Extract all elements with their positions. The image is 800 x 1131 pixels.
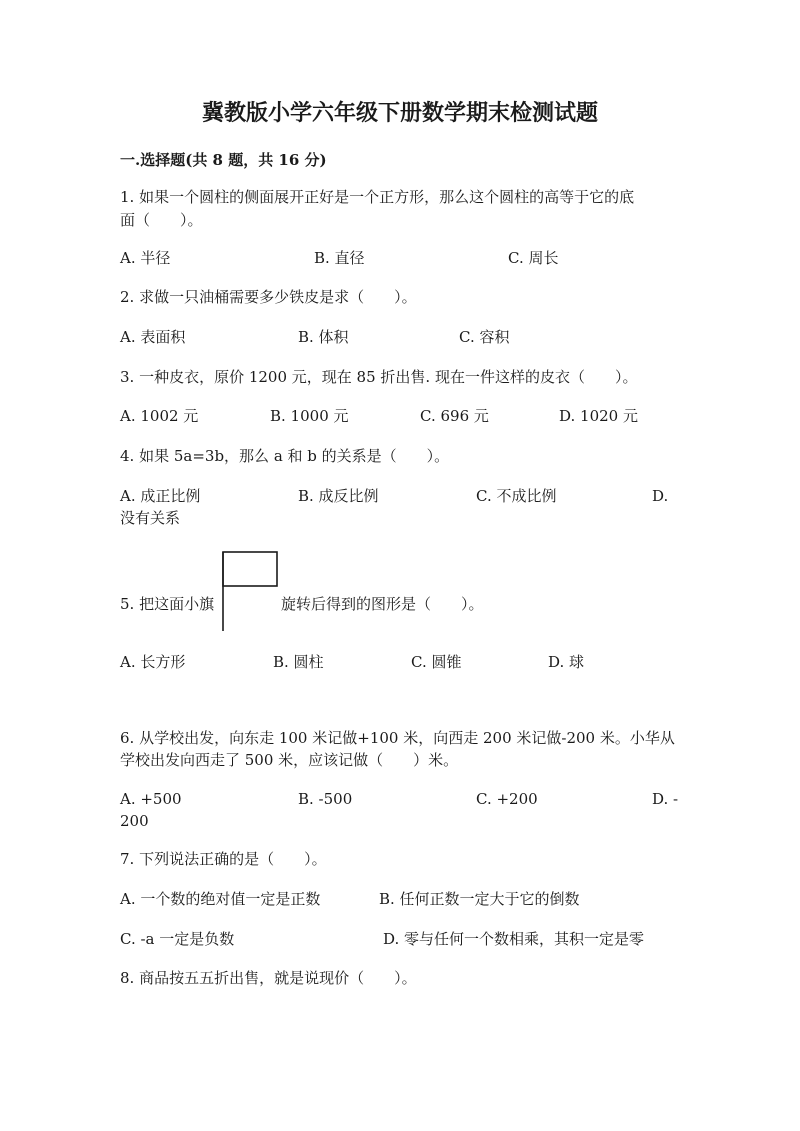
question-4-option-a: A. 成正比例: [120, 487, 201, 505]
page-title: 冀教版小学六年级下册数学期末检测试题: [201, 100, 598, 126]
question-7-option-c: C. -a 一定是负数: [120, 930, 235, 948]
question-1-option-a: A. 半径: [120, 249, 171, 267]
question-7-stem: 7. 下列说法正确的是（ ）。: [120, 850, 327, 868]
flag-cloth: [223, 552, 277, 586]
question-5-option-c: C. 圆锥: [411, 653, 462, 671]
question-4-stem: 4. 如果 5a=3b，那么 a 和 b 的关系是（ ）。: [120, 447, 450, 465]
question-6-option-d-text: 200: [120, 812, 149, 830]
section-heading: 一.选择题(共 8 题，共 16 分): [120, 151, 327, 169]
question-1-stem-line-2: 面（ ）。: [120, 211, 203, 229]
question-6-option-a: A. +500: [120, 790, 182, 808]
question-2-option-b: B. 体积: [298, 328, 349, 346]
question-5-option-d: D. 球: [548, 653, 585, 671]
question-3-option-b: B. 1000 元: [270, 407, 349, 425]
question-1-stem-line-1: 1. 如果一个圆柱的侧面展开正好是一个正方形，那么这个圆柱的高等于它的底: [120, 188, 635, 206]
question-3-option-c: C. 696 元: [420, 407, 489, 425]
question-5-stem-after: 旋转后得到的图形是（ ）。: [281, 595, 484, 613]
question-4-option-d-text: 没有关系: [120, 509, 181, 527]
question-5-option-a: A. 长方形: [120, 653, 186, 671]
question-4-option-c: C. 不成比例: [476, 487, 557, 505]
question-6-stem-line-2: 学校出发向西走了 500 米，应该记做（ ）米。: [120, 751, 459, 769]
question-7-option-b: B. 任何正数一定大于它的倒数: [379, 890, 580, 908]
question-8-stem: 8. 商品按五五折出售，就是说现价（ ）。: [120, 969, 417, 987]
question-7-option-d: D. 零与任何一个数相乘，其积一定是零: [383, 930, 645, 948]
question-4-option-b: B. 成反比例: [298, 487, 379, 505]
question-6-option-b: B. -500: [298, 790, 353, 808]
question-3-option-d: D. 1020 元: [559, 407, 638, 425]
question-2-stem: 2. 求做一只油桶需要多少铁皮是求（ ）。: [120, 288, 417, 306]
question-4-option-d-label: D.: [652, 487, 669, 505]
question-3-stem: 3. 一种皮衣，原价 1200 元，现在 85 折出售. 现在一件这样的皮衣（ ）。: [120, 368, 638, 386]
question-5-option-b: B. 圆柱: [273, 653, 324, 671]
question-5-stem-before: 5. 把这面小旗: [120, 595, 215, 613]
question-1-option-b: B. 直径: [314, 249, 365, 267]
question-1-option-c: C. 周长: [508, 249, 559, 267]
question-6-option-c: C. +200: [476, 790, 538, 808]
question-6-option-d-label: D. -: [652, 790, 679, 808]
question-7-option-a: A. 一个数的绝对值一定是正数: [120, 890, 321, 908]
question-2-option-c: C. 容积: [459, 328, 510, 346]
question-3-option-a: A. 1002 元: [120, 407, 199, 425]
question-2-option-a: A. 表面积: [120, 328, 186, 346]
question-6-stem-line-1: 6. 从学校出发，向东走 100 米记做+100 米，向西走 200 米记做-200 米。小华从: [120, 729, 675, 747]
flag-figure: [220, 550, 280, 632]
